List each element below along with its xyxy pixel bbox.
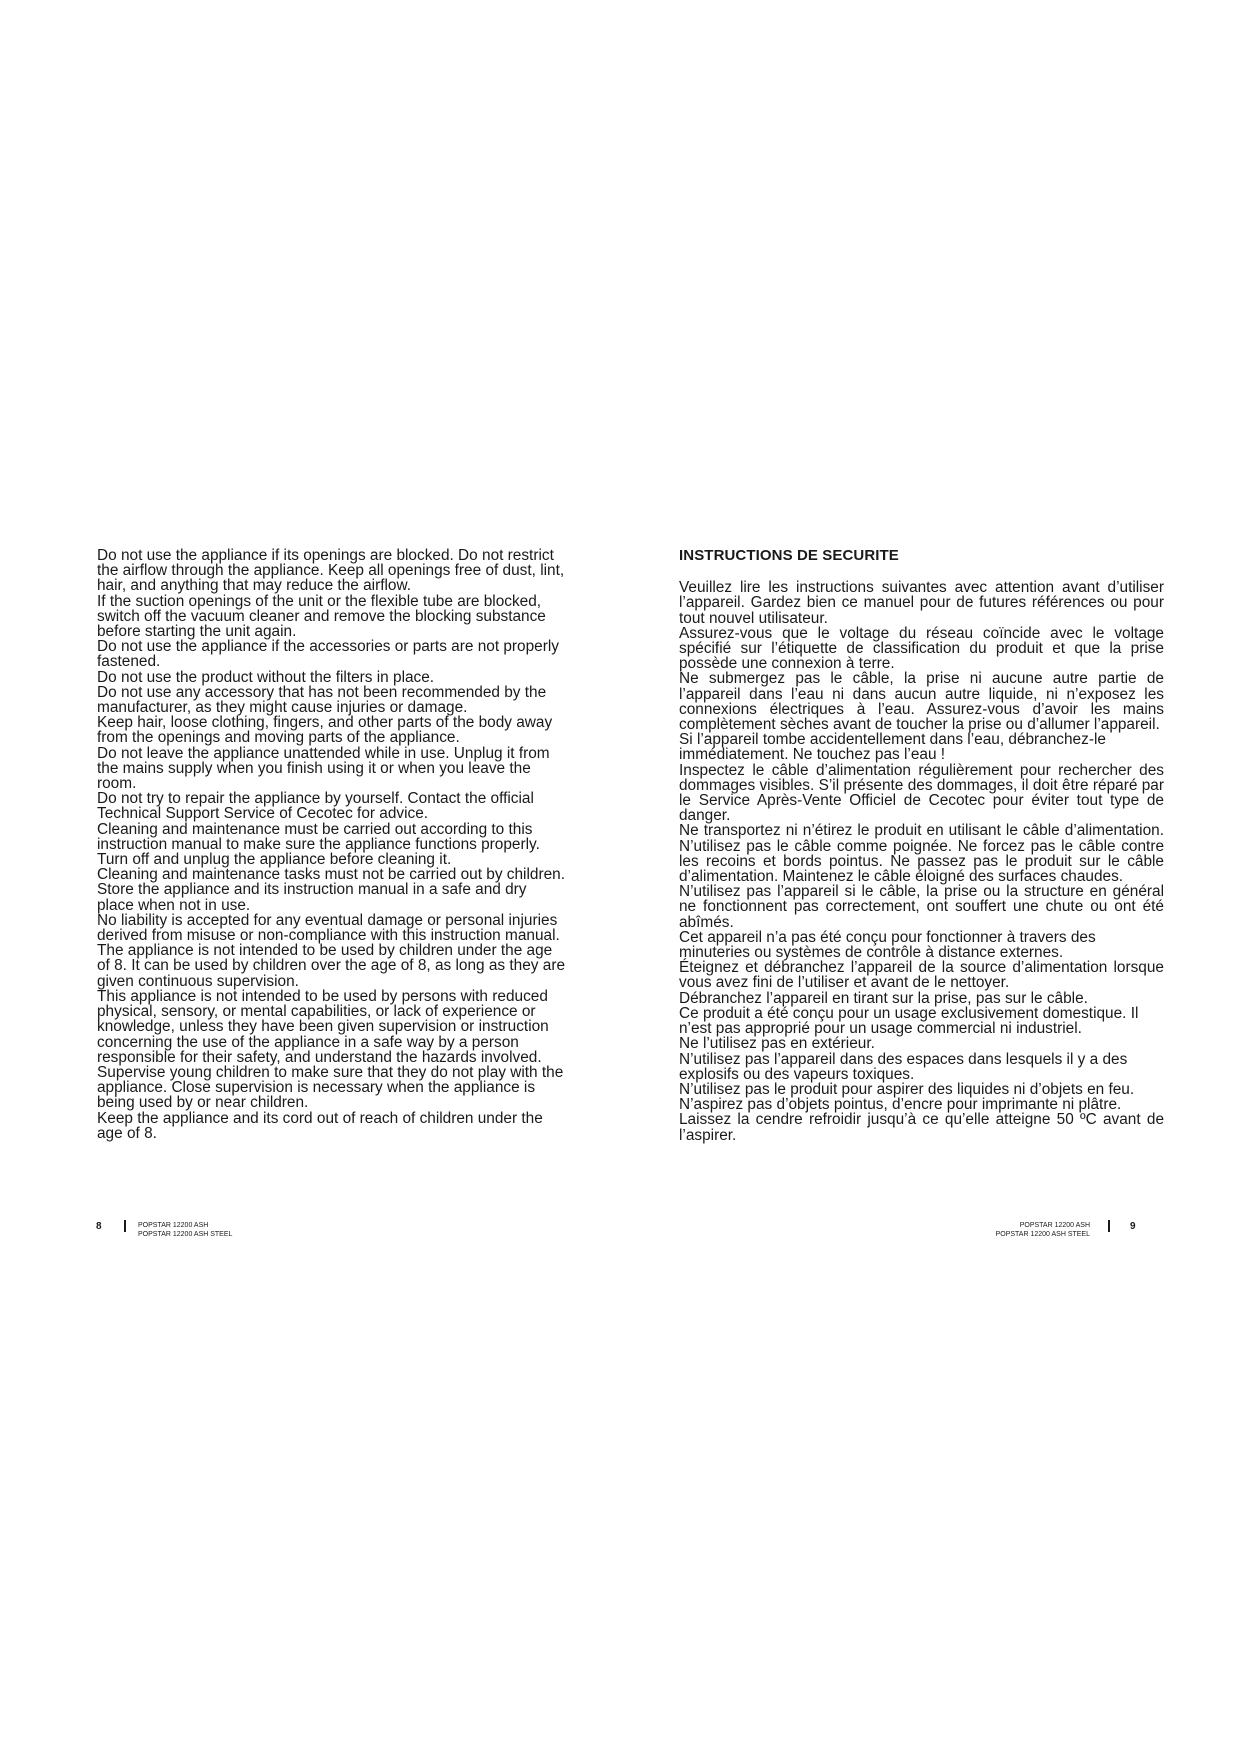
paragraph: Veuillez lire les instructions suivantes avec attention avant d’utiliser l’appareil. Gardez bien ce manuel pour de futures références ou pour tout nouvel utilisateur.	[679, 579, 1164, 627]
paragraph: Do not use any accessory that has not been recommended by the manufacturer, as they might cause injuries or damage.	[97, 683, 547, 717]
paragraph: Éteignez et débranchez l’appareil de la source d’alimentation lorsque vous avez fini de l’utiliser et avant de le nettoyer.	[679, 959, 1164, 992]
left-page-body	[97, 548, 567, 1141]
paragraph: Assurez-vous que le voltage du réseau coïncide avec le voltage spécifié sur l’étiquette de classification du produit et que la prise possède une connexion à terre.	[679, 624, 1164, 673]
footer-separator	[124, 1220, 126, 1232]
paragraph: This appliance is not intended to be used by persons with reduced physical, sensory, or mental capabilities, or lack of experience or knowledge, unless they have been given supervision or instruction concerning the use of the appliance in a safe way by a person responsible for their safety, and understand the hazards involved.	[97, 987, 549, 1066]
paragraph: Do not use the appliance if the accessories or parts are not properly fastened.	[97, 638, 559, 671]
paragraph: Supervise young children to make sure that they do not play with the appliance. Close supervision is necessary when the appliance is being used by or near children.	[97, 1063, 564, 1112]
footer-model-left	[138, 1221, 232, 1239]
paragraph: Ne submergez pas le câble, la prise ni aucune autre partie de l’appareil dans l’eau ni dans aucun autre liquide, ni n’exposez les connexions électriques à l’eau. Assurez-vous d’avoir les mains complètement sèches avant de toucher la prise ou d’allumer l’appareil.	[679, 670, 1164, 734]
paragraph: Ce produit a été conçu pour un usage exclusivement domestique. Il n’est pas approprié pour un usage commercial ni industriel.	[679, 1004, 1139, 1038]
paragraph: Do not use the appliance if its openings are blocked. Do not restrict the airflow through the appliance. Keep all openings free of dust, lint, hair, and anything that may reduce the airflow.	[97, 547, 565, 595]
paragraph: Cleaning and maintenance must be carried out according to this instruction manual to make sure the appliance functions properly. Turn off and unplug the appliance before cleaning it.	[97, 820, 540, 869]
paragraph: Laissez la cendre refroidir jusqu’à ce qu’elle atteigne 50 ºC avant de l’aspirer.	[679, 1111, 1164, 1144]
paragraph: Ne l’utilisez pas en extérieur.	[679, 1035, 875, 1053]
paragraph: No liability is accepted for any eventual damage or personal injuries derived from misuse or non-compliance with this instruction manual.	[97, 911, 560, 945]
paragraph: N’utilisez pas l’appareil dans des espaces dans lesquels il y a des explosifs ou des vapeurs toxiques.	[679, 1050, 1128, 1083]
paragraph: N’utilisez pas l’appareil si le câble, la prise ou la structure en général ne fonctionnent pas correctement, ont souffert une chute ou ont été abîmés.	[679, 883, 1164, 931]
paragraph: Do not use the product without the filters in place.	[97, 668, 435, 686]
footer-model-line: POPSTAR 12200 ASH STEEL	[995, 1231, 1090, 1238]
paragraph: Store the appliance and its instruction manual in a safe and dry place when not in use.	[97, 881, 527, 914]
footer-separator	[1108, 1220, 1110, 1232]
section-heading: INSTRUCTIONS DE SECURITE	[679, 547, 899, 564]
paragraph: Si l’appareil tombe accidentellement dans l’eau, débranchez-le immédiatement. Ne touchez pas l’eau !	[679, 731, 1106, 764]
paragraph: Cet appareil n’a pas été conçu pour fonctionner à travers des minuteries ou systèmes de contrôle à distance externes.	[679, 928, 1096, 962]
page-number-right: 9	[1130, 1221, 1136, 1232]
paragraph: Keep hair, loose clothing, fingers, and other parts of the body away from the openings and moving parts of the appliance.	[97, 714, 553, 747]
right-page-body	[679, 548, 1164, 1143]
paragraph: Do not leave the appliance unattended while in use. Unplug it from the mains supply when you finish using it or when you leave the room.	[97, 744, 550, 793]
paragraph: Cleaning and maintenance tasks must not be carried out by children.	[97, 866, 565, 884]
paragraph: Keep the appliance and its cord out of reach of children under the age of 8.	[97, 1109, 543, 1142]
paragraph: If the suction openings of the unit or the flexible tube are blocked, switch off the vacuum cleaner and remove the blocking substance before starting the unit again.	[97, 592, 546, 641]
footer-model-right	[985, 1221, 1090, 1239]
paragraph: Do not try to repair the appliance by yourself. Contact the official Technical Support Service of Cecotec for advice.	[97, 790, 534, 823]
page-number-left: 8	[96, 1221, 102, 1232]
paragraph: Inspectez le câble d’alimentation régulièrement pour rechercher des dommages visibles. S’il présente des dommages, il doit être réparé par le Service Après-Vente Officiel de Cecotec pour éviter tout type de danger.	[679, 761, 1164, 825]
footer-model-line: POPSTAR 12200 ASH STEEL	[138, 1231, 233, 1238]
paragraph: The appliance is not intended to be used by children under the age of 8. It can be used by children over the age of 8, as long as they are given continuous supervision.	[97, 942, 566, 990]
paragraph: Débranchez l’appareil en tirant sur la prise, pas sur le câble.	[679, 989, 1088, 1007]
footer-model-line: POPSTAR 12200 ASH	[1019, 1222, 1090, 1229]
paragraph: Ne transportez ni n’étirez le produit en utilisant le câble d’alimentation. N’utilisez pas le câble comme poignée. Ne forcez pas le câble contre les recoins et bords pointus. Ne passez pas le produit sur le câble d’alimentation. Maintenez le câble éloigné des surfaces chaudes.	[679, 822, 1164, 886]
footer-model-line: POPSTAR 12200 ASH	[138, 1222, 209, 1229]
paragraph: N’utilisez pas le produit pour aspirer des liquides ni d’objets en feu. N’aspirez pas d’objets pointus, d’encre pour imprimante ni plâtre.	[679, 1080, 1135, 1114]
